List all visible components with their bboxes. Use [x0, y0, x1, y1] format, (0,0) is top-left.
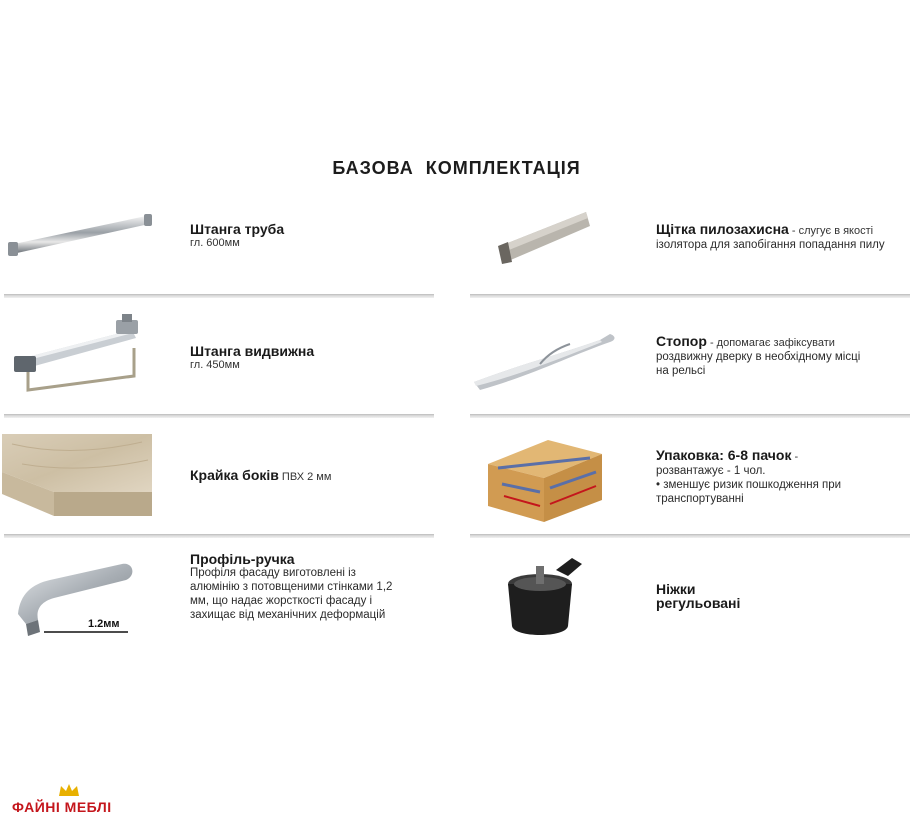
item-detail: гл. 600мм: [190, 237, 240, 249]
item-detail: ПВХ 2 мм: [278, 471, 332, 483]
item-adjustable-leg: [470, 550, 913, 660]
stopper-icon: [470, 324, 620, 390]
item-description-extra: • зменшує ризик пошкодження при транспортуванні: [656, 479, 842, 505]
profile-label: 1.2мм: [88, 618, 120, 630]
item-stopper: [470, 310, 913, 405]
divider: [470, 534, 910, 538]
item-description: Профіля фасаду виготовлені із алюмінію з потовщеними стінками 1,2 мм, що надає жорсткості фасаду і захищає від механічних деформацій: [190, 567, 393, 621]
divider: [470, 294, 910, 298]
item-detail: - допомагає зафіксувати: [706, 337, 835, 349]
edge-band-icon: [2, 434, 152, 522]
pullout-rod-icon: [10, 314, 145, 396]
item-name: Ніжки регульовані: [656, 581, 741, 611]
item-name: Штанга труба: [190, 221, 285, 237]
item-description: ізолятора для запобігання попадання пилу: [656, 239, 885, 251]
adjustable-leg-icon: [500, 554, 590, 642]
item-rod: [0, 200, 440, 280]
item-edge-band: [0, 430, 440, 525]
item-brush: [470, 200, 913, 280]
item-name: Щітка пилозахисна: [656, 221, 789, 237]
item-detail: - слугує в якості: [788, 225, 874, 237]
item-name: Профіль-ручка: [190, 551, 295, 567]
item-name: Крайка боків: [190, 467, 279, 483]
item-description: розвантажує - 1 чол.: [656, 465, 766, 477]
divider: [4, 534, 434, 538]
item-profile-handle: [0, 550, 440, 660]
item-name: Штанга видвижна: [190, 343, 315, 359]
divider: [4, 414, 434, 418]
divider: [470, 414, 910, 418]
item-package: [470, 430, 913, 525]
item-pullout-rod: [0, 310, 440, 405]
divider: [4, 294, 434, 298]
package-icon: [484, 434, 606, 524]
item-name: Упаковка: 6-8 пачок: [656, 447, 792, 463]
logo-text: ФАЙНІ МЕБЛІ: [12, 799, 112, 815]
brush-icon: [494, 206, 594, 266]
profile-handle-icon: [10, 558, 140, 646]
item-description: роздвижну дверку в необхідному місці на рельсі: [656, 351, 861, 377]
brand-logo: [12, 783, 132, 819]
item-detail: -: [791, 451, 799, 463]
page-title: БАЗОВА КОМПЛЕКТАЦІЯ: [332, 158, 581, 178]
item-detail: гл. 450мм: [190, 359, 240, 371]
rod-icon: [6, 210, 156, 262]
item-name: Стопор: [656, 333, 707, 349]
crown-icon: [58, 783, 80, 797]
